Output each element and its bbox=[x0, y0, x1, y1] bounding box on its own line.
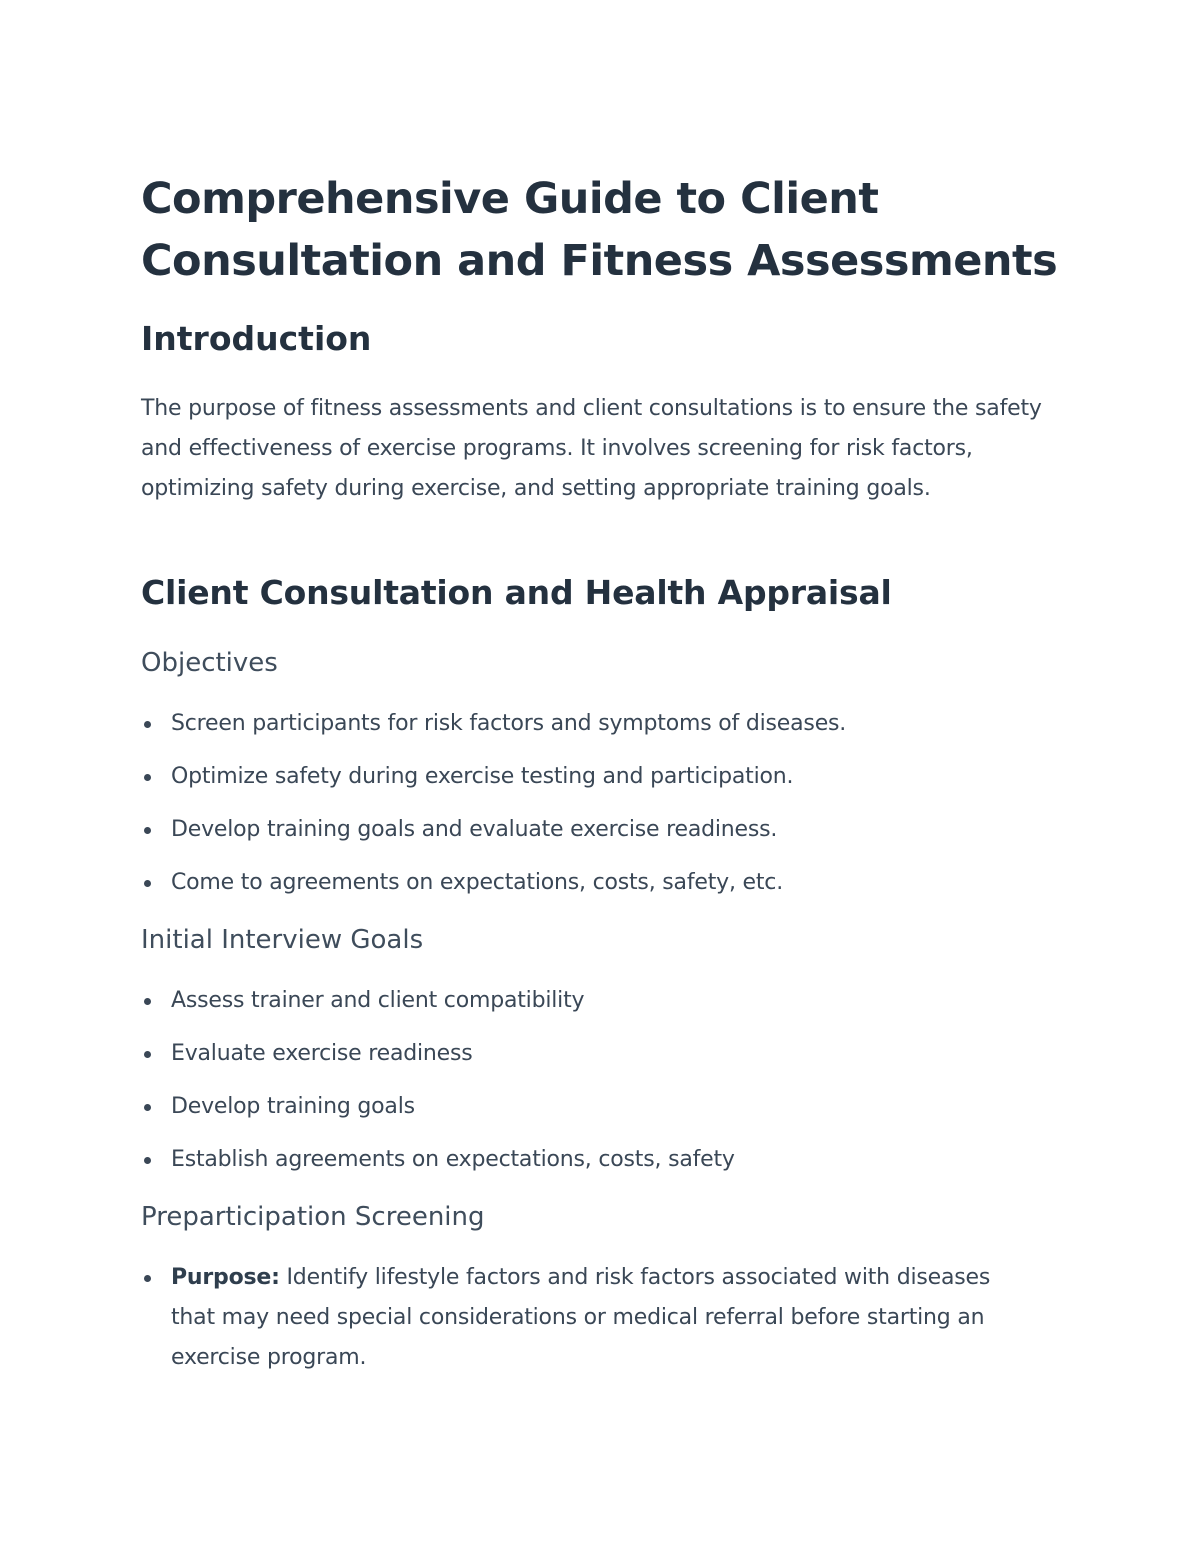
objectives-list bbox=[141, 704, 1071, 916]
list-item bbox=[141, 1034, 1071, 1074]
list-item bbox=[141, 1087, 1071, 1127]
list-item bbox=[141, 704, 1071, 744]
bullet-icon bbox=[144, 998, 151, 1005]
list-item bbox=[141, 1140, 1071, 1180]
list-item-text: Optimize safety during exercise testing and participation. bbox=[171, 764, 794, 789]
document-title: Comprehensive Guide to Client Consultation and Fitness Assessments bbox=[141, 174, 1058, 286]
consultation-section-heading: Client Consultation and Health Appraisal bbox=[141, 573, 892, 612]
purpose-label: Purpose: bbox=[171, 1265, 280, 1290]
list-item bbox=[141, 863, 1071, 903]
purpose-text: Identify lifestyle factors and risk factors associated with diseases that may need special considerations or medical referral before starting an exercise program. bbox=[171, 1265, 991, 1370]
bullet-icon bbox=[144, 774, 151, 781]
bullet-icon bbox=[144, 1275, 151, 1282]
list-item bbox=[141, 1258, 991, 1378]
list-item-text: Evaluate exercise readiness bbox=[171, 1041, 473, 1066]
list-item bbox=[141, 981, 1071, 1021]
bullet-icon bbox=[144, 1157, 151, 1164]
list-item-text: Establish agreements on expectations, costs, safety bbox=[171, 1147, 735, 1172]
bullet-icon bbox=[144, 827, 151, 834]
objectives-heading: Objectives bbox=[141, 648, 278, 678]
initial-interview-list bbox=[141, 981, 1071, 1193]
bullet-icon bbox=[144, 1104, 151, 1111]
list-item bbox=[141, 810, 1071, 850]
bullet-icon bbox=[144, 1051, 151, 1058]
list-item-text: Develop training goals and evaluate exercise readiness. bbox=[171, 817, 778, 842]
introduction-paragraph: The purpose of fitness assessments and client consultations is to ensure the safety and effectiveness of exercise programs. It involves screening for risk factors, optimizing safety during exercise, and setting appropriate training goals. bbox=[141, 396, 1042, 501]
list-item-text: Screen participants for risk factors and symptoms of diseases. bbox=[171, 711, 847, 736]
preparticipation-list bbox=[141, 1258, 991, 1378]
list-item-text: Come to agreements on expectations, costs, safety, etc. bbox=[171, 870, 783, 895]
list-item bbox=[141, 757, 1071, 797]
list-item-text: Assess trainer and client compatibility bbox=[171, 988, 585, 1013]
bullet-icon bbox=[144, 880, 151, 887]
initial-interview-heading: Initial Interview Goals bbox=[141, 925, 424, 955]
preparticipation-heading: Preparticipation Screening bbox=[141, 1202, 485, 1232]
introduction-heading: Introduction bbox=[141, 319, 372, 358]
list-item-text: Develop training goals bbox=[171, 1094, 415, 1119]
bullet-icon bbox=[144, 721, 151, 728]
